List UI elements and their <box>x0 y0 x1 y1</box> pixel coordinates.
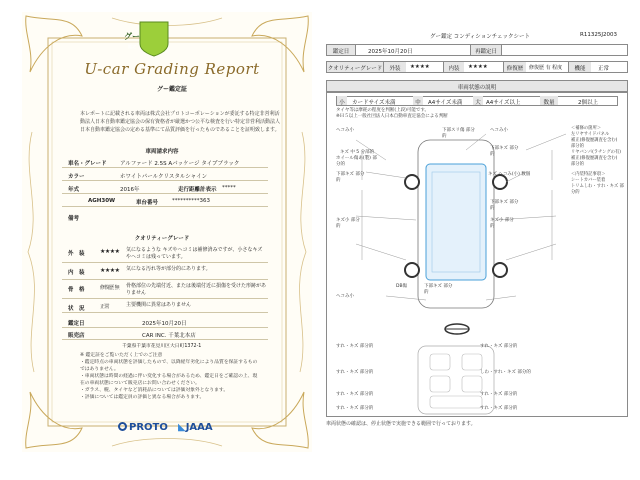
damage-label: すれ・キズ 部分的 <box>480 406 518 411</box>
grade-desc: 気になるような キズやヘコミは補修済みですが、小さなキズやヘコミは残っています。 <box>126 247 263 260</box>
size-mid: 中 <box>413 96 423 105</box>
vehicle-year-label: 年式 <box>68 187 80 193</box>
certificate-intro: 本レポートに記載される車両は株式会社プロトコーポレーションが委託する特定非営利活動法人日本自動車鑑定協会の保有資格者が厳選かつ公平な検査を行い特定非営利活動法人日本自動車鑑定協会の定める基準にて品質評価を行ったものであることを証明致します。 <box>80 111 281 133</box>
sheet-footer-note: 車両状態の確認は、停止状態で実施できる範囲で行っております。 <box>326 421 476 427</box>
damage-label: すれ・キズ 部分的 <box>336 370 374 375</box>
appraisal-date-value: 2025年10月20日 <box>142 321 187 327</box>
count-value: 2個以上 <box>578 100 598 106</box>
quality-section-title: クオリティーグレード <box>134 236 190 242</box>
grade-row-condition <box>62 300 268 313</box>
vehicle-year-row <box>62 183 268 194</box>
vehicle-remarks-row <box>62 212 268 223</box>
note-item: ・ガラス、幌、タイヤなど消耗品については評価対象外となります。 <box>80 388 229 393</box>
seller-address-row <box>62 340 268 351</box>
mileage-label: 走行距離計表示 <box>178 187 217 193</box>
grade-desc: 主要機関に異常はありません <box>126 302 192 308</box>
damage-label: すれ・キズ 部分的 <box>336 406 374 411</box>
size-mid-desc: A4サイズ未満 <box>428 100 463 106</box>
legend-line: 補正(修復歴調査を含む) <box>571 156 618 161</box>
function-value: 正常 <box>598 66 610 72</box>
note-item: ・評価については鑑定員の評価と異なる場合があります。 <box>80 395 205 400</box>
badge-sublabel: 鑑定 <box>128 44 136 49</box>
sheet-date-value: 2025年10月20日 <box>368 49 413 55</box>
damage-label: すれ・キズ 部分的 <box>480 392 518 397</box>
count-label: 数量 <box>540 96 558 105</box>
vehicle-color-label: カラー <box>68 174 85 180</box>
badge-label: グー <box>124 32 140 41</box>
chassis-value: **********363 <box>172 198 210 204</box>
sheet-grade-label: クオリティーグレード <box>327 62 383 72</box>
seller-name: CAR INC. 千葉北本店 <box>142 333 196 339</box>
mileage-value: ***** <box>222 185 236 191</box>
legend-line: 補正(修復歴調査を含む) <box>571 138 618 143</box>
vehicle-section-title: 車両請求内容 <box>145 149 179 155</box>
legend-line: シートカバー装着 <box>571 178 606 183</box>
repair-legend <box>571 126 627 196</box>
vehicle-name-value: アルファード 2.5S Aパッケージ タイプブラック <box>120 161 240 167</box>
notes-title: ※ 鑑定証をご覧いただく上でのご注意 <box>80 353 163 358</box>
damage-label: DB傷 <box>396 284 408 289</box>
legend-line: 左リヤサイドパネル <box>571 132 610 137</box>
diagram-note: タイヤ等は摩耗の程度を判断(上段)可能です。 <box>336 108 430 113</box>
repair-label: 修復歴 <box>504 62 526 72</box>
size-small: 小 <box>337 96 347 105</box>
divider <box>355 44 356 56</box>
jaaa-logo <box>178 422 213 433</box>
sheet-date-label: 鑑定日 <box>327 45 355 55</box>
damage-label: ヘコみ小 <box>490 128 508 133</box>
size-large: 大 <box>473 96 483 105</box>
damage-label: 下部スリ傷 部分的 <box>442 128 475 139</box>
sheet-title: グー鑑定 コンディションチェックシート <box>430 34 531 40</box>
goo-appraisal-badge <box>118 22 146 54</box>
damage-label: すれ・キズ 部分的 <box>480 344 518 349</box>
proto-logo-text: PROTO <box>129 422 168 433</box>
jaaa-mark-icon: ◣ <box>178 422 186 433</box>
jaaa-logo-text: JAAA <box>185 422 213 433</box>
remarks-label: 備考 <box>68 216 80 222</box>
grade-stars: ★★★★ <box>100 267 120 274</box>
vehicle-model-row <box>62 196 268 207</box>
seller-address: 千葉県千葉市花見川区大日町1372-1 <box>122 344 202 349</box>
vehicle-name-row <box>62 157 268 168</box>
exterior-value: ★★★★ <box>410 64 430 70</box>
legend-line: 部分的 <box>571 144 584 149</box>
damage-label: 下部キズ 部分的 <box>490 146 519 157</box>
vehicle-color-row <box>62 170 268 181</box>
seller-row <box>62 329 268 340</box>
certificate-title: U-car Grading Report <box>84 60 260 78</box>
diagram-note: ※Ｈ５以上一般社団法人日本自動車査定協会による判断 <box>336 114 448 119</box>
note-item: ・車両状態は時間の経過に伴い変化する場合があるため、鑑定日をご確認の上、現在の車両状態について販売店にお問い合わせください。 <box>80 374 258 386</box>
appraisal-date-label: 鑑定日 <box>68 321 85 327</box>
grade-label: 内 装 <box>68 270 85 276</box>
damage-label: キズ小 部分的 <box>490 218 514 229</box>
grade-stars: ★★★★ <box>100 248 120 255</box>
damage-label: 下部キズ 部分的 <box>424 284 453 295</box>
proto-logo <box>118 422 168 433</box>
legend-line: ＜内装特記事項＞ <box>571 172 606 177</box>
certificate-subtitle: グー鑑定証 <box>156 86 187 93</box>
note-item: ・鑑定時点の車両状態を評価したもので、以降経年劣化により品質を保証するものではありません。 <box>80 360 258 372</box>
grade-stars: 修復歴 無 <box>100 285 120 291</box>
state-title: 車両状態の説明 <box>457 85 497 91</box>
damage-label: ホイール傷あ(製) 部分的 <box>336 156 377 167</box>
certificate-notes <box>80 352 260 401</box>
function-label: 機能 <box>569 62 591 72</box>
size-small-desc: カードサイズ未満 <box>352 100 396 106</box>
grade-row-interior <box>62 264 268 280</box>
divider <box>501 44 502 56</box>
interior-value: ★★★★ <box>468 64 488 70</box>
appraisal-date-row <box>62 317 268 328</box>
chassis-label: 車台番号 <box>136 200 159 206</box>
size-large-desc: A4サイズ以上 <box>486 100 521 106</box>
damage-label: 下部キズ 部分的 <box>490 200 519 211</box>
damage-label: キズ小 部分的 <box>336 218 360 229</box>
grade-stars: 正常 <box>100 304 110 310</box>
seller-label: 販売店 <box>68 333 85 339</box>
sheet-number: R11325J2003 <box>580 32 617 38</box>
grade-label: 骨 格 <box>68 287 85 293</box>
damage-label: ヘコみ小 <box>336 128 354 133</box>
vehicle-year-value: 2016年 <box>120 187 140 193</box>
grade-row-frame <box>62 281 268 299</box>
exterior-label: 外装 <box>384 62 406 72</box>
interior-label: 内装 <box>444 62 464 72</box>
grade-label: 状 況 <box>68 306 85 312</box>
vehicle-name-label: 車名・グレード <box>68 161 107 167</box>
reappraisal-label: 再鑑定日 <box>471 45 501 55</box>
legend-line: ＜補修の箇所＞ <box>571 126 602 131</box>
grade-desc: 骨格部位の先端付近、または後端付近に損傷を受けた形跡がありません <box>126 283 267 296</box>
grade-label: 外 装 <box>68 251 85 257</box>
vehicle-model-code: AGH30W <box>88 198 116 204</box>
damage-label: すれ・キズ 部分的 <box>336 392 374 397</box>
damage-label: ヘコみ小 <box>336 294 354 299</box>
proto-mark-icon <box>118 422 127 431</box>
damage-label: 下部キズ 部分的 <box>336 172 365 183</box>
damage-label: キズ ヘコみ(小) 数個 <box>488 172 531 177</box>
damage-label: しわ・すれ・キズ 部分的 <box>480 370 531 375</box>
vehicle-color-value: ホワイトパールクリスタルシャイン <box>120 174 208 180</box>
legend-line: 部分的 <box>571 162 584 167</box>
damage-label: キズ 中 5 分部的 <box>340 150 375 155</box>
damage-label: すれ・キズ 部分的 <box>336 344 374 349</box>
repair-value: 修復歴 有 程度 <box>529 65 563 71</box>
grade-desc: 気になる汚れ等が部分的にあります。 <box>126 266 211 272</box>
grade-row-exterior <box>62 245 268 263</box>
legend-line: リヤバンパ(ラチングの有) <box>571 150 621 155</box>
legend-line: トリムしわ・すれ・キズ 部分的 <box>571 184 624 195</box>
